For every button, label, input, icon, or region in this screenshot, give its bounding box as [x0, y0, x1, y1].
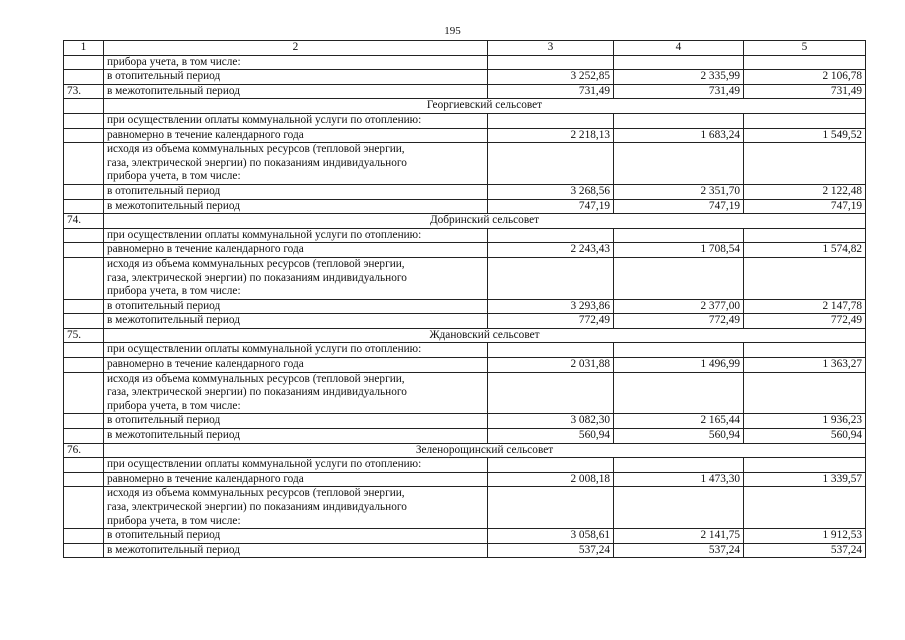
row-label: равномерно в течение календарного года: [104, 472, 488, 487]
value-cell: 747,19: [744, 199, 866, 214]
row-number: [64, 243, 104, 258]
header-cell: 3: [488, 41, 614, 56]
value-cell: 3 082,30: [488, 414, 614, 429]
value-cell: [614, 113, 744, 128]
value-cell: 2 335,99: [614, 70, 744, 85]
row-label: прибора учета, в том числе:: [104, 55, 488, 70]
row-label: в межотопительный период: [104, 84, 488, 99]
row-number: [64, 113, 104, 128]
value-cell: [488, 228, 614, 243]
table-row: [64, 429, 866, 444]
row-label-line: исходя из объема коммунальных ресурсов (тепловой энергии,: [107, 372, 405, 385]
row-number: [64, 99, 104, 114]
row-number: [64, 472, 104, 487]
row-label: в отопительный период: [104, 70, 488, 85]
table-row: [64, 128, 866, 143]
value-cell: [614, 458, 744, 473]
value-cell: [744, 55, 866, 70]
header-cell: 1: [64, 41, 104, 56]
value-cell: [744, 143, 866, 185]
value-cell: 1 912,53: [744, 529, 866, 544]
row-label: при осуществлении оплаты коммунальной услуги по отоплению:: [104, 113, 488, 128]
value-cell: 537,24: [744, 543, 866, 558]
value-cell: 747,19: [614, 199, 744, 214]
value-cell: [744, 343, 866, 358]
value-cell: 772,49: [614, 314, 744, 329]
row-label: равномерно в течение календарного года: [104, 243, 488, 258]
text-row: [64, 458, 866, 473]
value-cell: 2 141,75: [614, 529, 744, 544]
value-cell: [614, 228, 744, 243]
value-cell: 1 496,99: [614, 358, 744, 373]
value-cell: 560,94: [744, 429, 866, 444]
value-cell: [744, 487, 866, 529]
row-number: 76.: [64, 443, 104, 458]
value-cell: [488, 343, 614, 358]
value-cell: 747,19: [488, 199, 614, 214]
value-cell: 772,49: [488, 314, 614, 329]
row-number: 73.: [64, 84, 104, 99]
value-cell: 2 122,48: [744, 184, 866, 199]
value-cell: 3 268,56: [488, 184, 614, 199]
value-cell: 2 351,70: [614, 184, 744, 199]
row-label: в отопительный период: [104, 414, 488, 429]
table-row: [64, 70, 866, 85]
table-body: [64, 41, 866, 558]
row-number: [64, 458, 104, 473]
value-cell: 537,24: [488, 543, 614, 558]
table-row: [64, 472, 866, 487]
row-label-line: исходя из объема коммунальных ресурсов (тепловой энергии,: [107, 487, 405, 500]
value-cell: 2 106,78: [744, 70, 866, 85]
value-cell: 1 683,24: [614, 128, 744, 143]
row-label: в межотопительный период: [104, 314, 488, 329]
table-row: [64, 358, 866, 373]
section-title: Георгиевский сельсовет: [104, 99, 866, 114]
value-cell: [614, 143, 744, 185]
page-number: 195: [444, 25, 461, 37]
value-cell: 2 008,18: [488, 472, 614, 487]
value-cell: [488, 257, 614, 299]
multiline-row: [64, 257, 866, 299]
table-row: [64, 529, 866, 544]
multiline-row: [64, 487, 866, 529]
header-cell: 4: [614, 41, 744, 56]
value-cell: 3 252,85: [488, 70, 614, 85]
row-label-line: исходя из объема коммунальных ресурсов (тепловой энергии,: [107, 257, 405, 270]
row-label: [104, 372, 488, 414]
row-label: в межотопительный период: [104, 543, 488, 558]
text-row: [64, 55, 866, 70]
value-cell: [744, 228, 866, 243]
table-row: [64, 314, 866, 329]
row-number: [64, 299, 104, 314]
row-label: в межотопительный период: [104, 199, 488, 214]
value-cell: 1 574,82: [744, 243, 866, 258]
value-cell: 537,24: [614, 543, 744, 558]
value-cell: [614, 55, 744, 70]
text-row: [64, 343, 866, 358]
row-label-line: газа, электрической энергии) по показаниям индивидуального: [107, 156, 407, 169]
row-label-line: прибора учета, в том числе:: [107, 170, 241, 183]
value-cell: 1 708,54: [614, 243, 744, 258]
row-label: при осуществлении оплаты коммунальной услуги по отоплению:: [104, 343, 488, 358]
row-label: равномерно в течение календарного года: [104, 358, 488, 373]
value-cell: 1 473,30: [614, 472, 744, 487]
text-row: [64, 113, 866, 128]
value-cell: [488, 458, 614, 473]
value-cell: [488, 113, 614, 128]
row-label: в отопительный период: [104, 184, 488, 199]
text-row: [64, 228, 866, 243]
row-label: в отопительный период: [104, 529, 488, 544]
value-cell: 731,49: [744, 84, 866, 99]
multiline-row: [64, 143, 866, 185]
row-number: [64, 199, 104, 214]
table-row: [64, 414, 866, 429]
value-cell: [488, 143, 614, 185]
row-number: [64, 414, 104, 429]
tariff-table: [63, 40, 866, 558]
row-number: [64, 228, 104, 243]
value-cell: [488, 487, 614, 529]
value-cell: 1 339,57: [744, 472, 866, 487]
value-cell: 731,49: [614, 84, 744, 99]
row-label: [104, 257, 488, 299]
row-number: [64, 70, 104, 85]
value-cell: [744, 372, 866, 414]
row-label: при осуществлении оплаты коммунальной услуги по отоплению:: [104, 228, 488, 243]
header-cell: 5: [744, 41, 866, 56]
value-cell: [614, 257, 744, 299]
row-number: [64, 429, 104, 444]
multiline-row: [64, 372, 866, 414]
table-row: [64, 299, 866, 314]
value-cell: [744, 257, 866, 299]
row-label-line: прибора учета, в том числе:: [107, 399, 241, 412]
value-cell: [744, 458, 866, 473]
row-label-line: газа, электрической энергии) по показаниям индивидуального: [107, 501, 407, 513]
value-cell: [488, 372, 614, 414]
row-label-line: прибора учета, в том числе:: [107, 285, 241, 298]
row-number: [64, 487, 104, 529]
row-label: при осуществлении оплаты коммунальной услуги по отоплению:: [104, 458, 488, 473]
row-number: [64, 372, 104, 414]
section-title: Добринский сельсовет: [104, 214, 866, 229]
row-label: равномерно в течение календарного года: [104, 128, 488, 143]
value-cell: [614, 372, 744, 414]
value-cell: 2 147,78: [744, 299, 866, 314]
value-cell: 560,94: [614, 429, 744, 444]
value-cell: 1 363,27: [744, 358, 866, 373]
value-cell: [614, 487, 744, 529]
header-cell: 2: [104, 41, 488, 56]
value-cell: 2 377,00: [614, 299, 744, 314]
row-label-line: газа, электрической энергии) по показаниям индивидуального: [107, 386, 407, 399]
table-row: [64, 199, 866, 214]
row-label-line: прибора учета, в том числе:: [107, 514, 241, 527]
value-cell: 2 218,13: [488, 128, 614, 143]
row-number: [64, 55, 104, 70]
row-label-line: газа, электрической энергии) по показаниям индивидуального: [107, 271, 407, 284]
section-row: [64, 214, 866, 229]
value-cell: 3 058,61: [488, 529, 614, 544]
row-number: [64, 184, 104, 199]
row-number: [64, 143, 104, 185]
row-label-line: исходя из объема коммунальных ресурсов (тепловой энергии,: [107, 143, 405, 156]
row-number: [64, 343, 104, 358]
table-row: [64, 184, 866, 199]
value-cell: 1 936,23: [744, 414, 866, 429]
value-cell: [614, 343, 744, 358]
row-label: [104, 143, 488, 185]
row-number: 75.: [64, 328, 104, 343]
row-number: [64, 257, 104, 299]
value-cell: 560,94: [488, 429, 614, 444]
value-cell: 2 031,88: [488, 358, 614, 373]
value-cell: [744, 113, 866, 128]
row-number: 74.: [64, 214, 104, 229]
value-cell: 731,49: [488, 84, 614, 99]
row-number: [64, 128, 104, 143]
row-number: [64, 543, 104, 558]
row-number: [64, 314, 104, 329]
row-number: [64, 529, 104, 544]
value-cell: [488, 55, 614, 70]
row-number: [64, 358, 104, 373]
row-label: в межотопительный период: [104, 429, 488, 444]
section-row: [64, 328, 866, 343]
value-cell: 772,49: [744, 314, 866, 329]
section-title: Зеленорощинский сельсовет: [104, 443, 866, 458]
value-cell: 2 243,43: [488, 243, 614, 258]
value-cell: 1 549,52: [744, 128, 866, 143]
table-row: [64, 243, 866, 258]
table-row: [64, 84, 866, 99]
section-row: [64, 99, 866, 114]
header-row: [64, 41, 866, 56]
row-label: в отопительный период: [104, 299, 488, 314]
section-title: Ждановский сельсовет: [104, 328, 866, 343]
value-cell: 2 165,44: [614, 414, 744, 429]
row-label: [104, 487, 488, 529]
table-row: [64, 543, 866, 558]
section-row: [64, 443, 866, 458]
value-cell: 3 293,86: [488, 299, 614, 314]
